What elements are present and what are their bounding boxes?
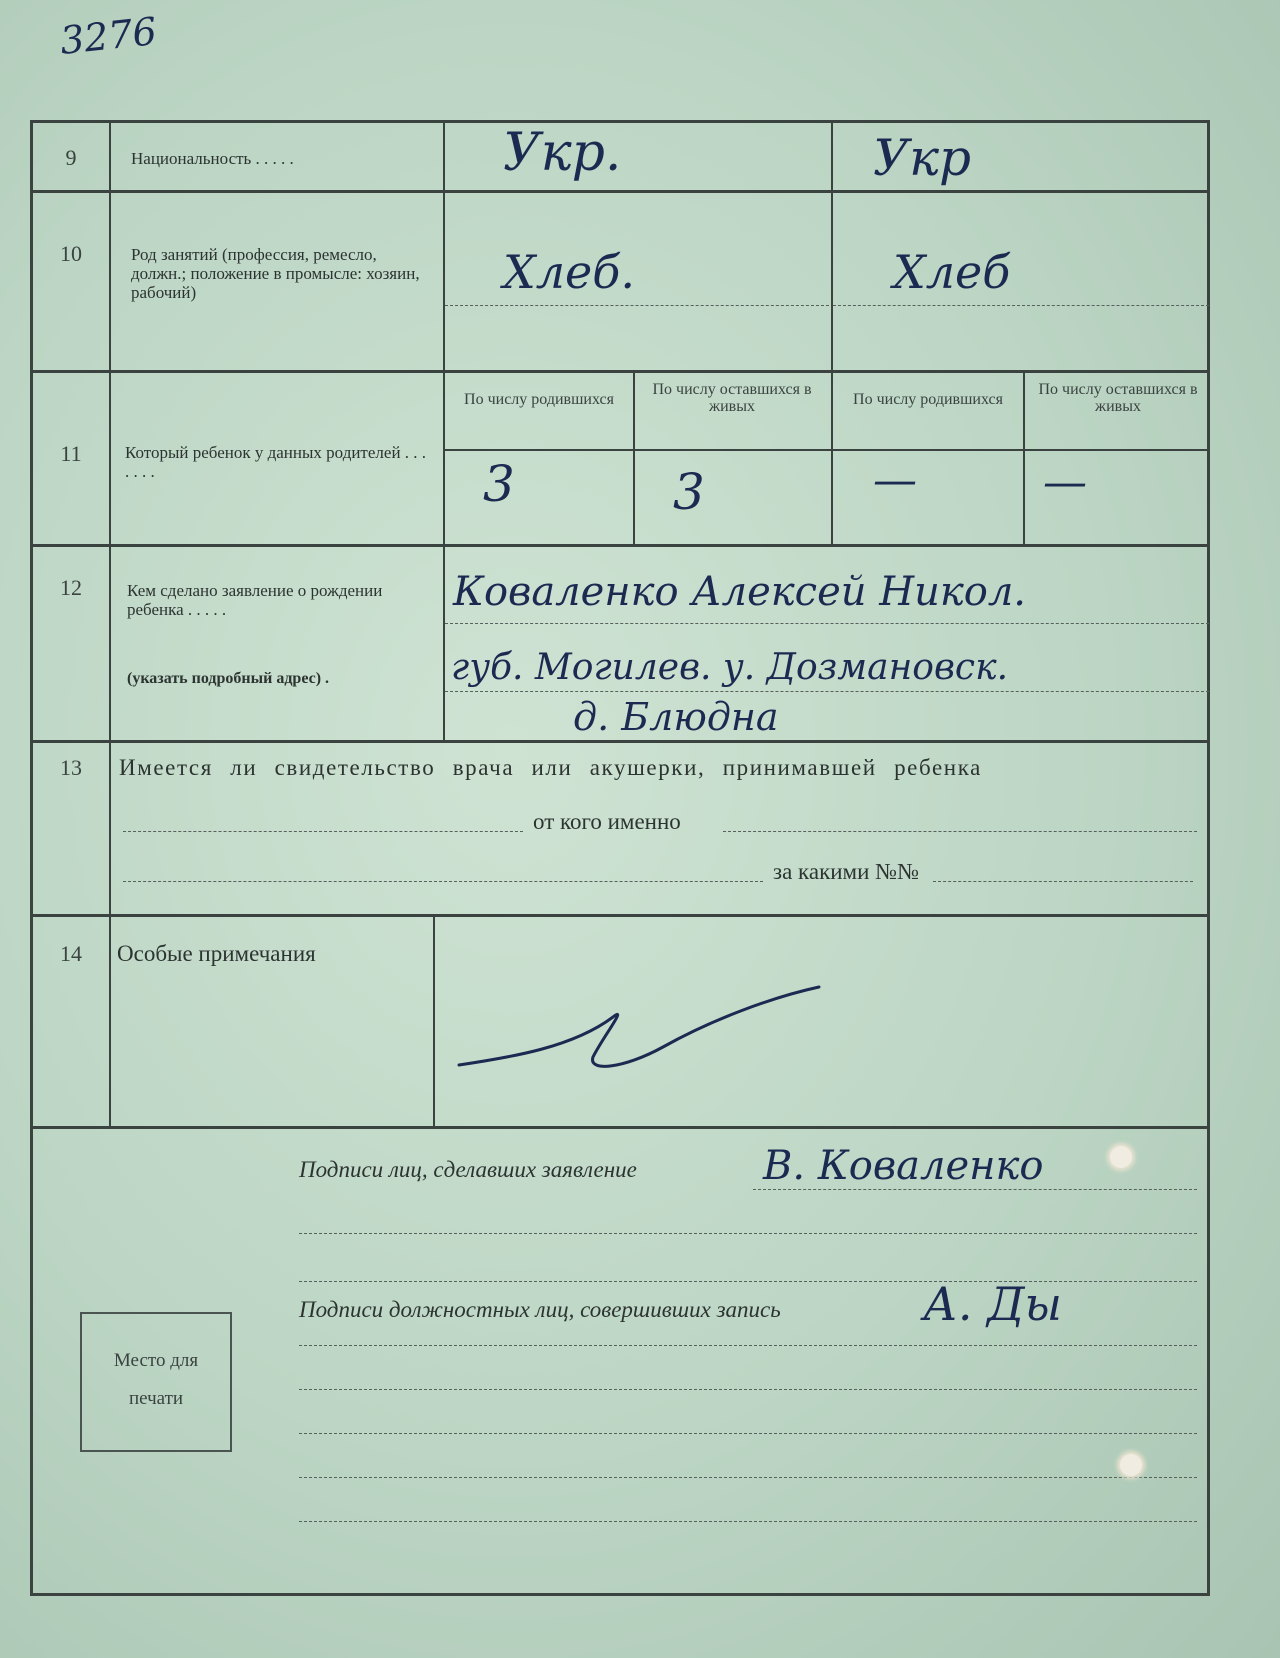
row-number: 14 (60, 941, 82, 966)
declarants-sign-label: Подписи лиц, сделавших заявление (299, 1157, 637, 1182)
row-number: 13 (60, 755, 82, 780)
row-declarant (33, 547, 1207, 743)
col-born-mother: По числу родившихся (853, 391, 1003, 408)
corner-page-number: 3276 (57, 9, 159, 63)
mother-alive-count: — (1043, 457, 1087, 508)
row-child-order (33, 373, 1207, 547)
official-signature: А. Ды (923, 1277, 1062, 1331)
row-number: 11 (60, 441, 82, 466)
remarks-label: Особые примечания (117, 941, 316, 966)
nationality-label: Национальность . . . . . (131, 149, 294, 168)
which-numbers-label: за какими №№ (773, 859, 920, 884)
declarant-label: Кем сделано заявление о рождении ребенка . . . . . (127, 581, 383, 619)
punch-hole (1120, 1454, 1142, 1476)
father-alive-count: 3 (673, 463, 705, 521)
occupation-label: Род занятий (профессия, ремесло, должн.; положение в промысле: хозяин, рабочий) (131, 245, 420, 302)
mother-occupation: Хлеб (893, 245, 1011, 299)
declarant-signature: В. Коваленко (763, 1143, 1044, 1189)
stamp-line-2: печати (128, 1388, 184, 1409)
mother-born-count: — (873, 455, 917, 506)
row-remarks (33, 917, 1207, 1129)
stamp-line-1: Место для (113, 1350, 199, 1371)
father-born-count: 3 (483, 455, 515, 513)
col-alive-mother: По числу оставшихся в живых (1038, 381, 1198, 415)
punch-hole (1110, 1146, 1132, 1168)
row-number: 10 (60, 241, 82, 266)
row-occupation (33, 193, 1207, 373)
father-occupation: Хлеб. (503, 245, 635, 299)
officials-sign-label: Подписи должностных лиц, совершивших запись (299, 1297, 781, 1322)
mother-nationality: Укр (873, 129, 971, 187)
declarant-address-2: д. Блюдна (573, 695, 779, 739)
from-whom-label: от кого именно (533, 809, 681, 834)
row-certificate (33, 743, 1207, 917)
row-number: 9 (65, 145, 77, 170)
certificate-question: Имеется ли свидетельство врача или акушерки, принимавшей ребенка (119, 755, 982, 780)
declarant-name: Коваленко Алексей Никол. (453, 569, 1027, 615)
row-number: 12 (60, 575, 82, 600)
stamp-placeholder-box (80, 1312, 232, 1452)
col-born-father: По числу родившихся (464, 391, 614, 408)
row-nationality (33, 123, 1207, 193)
father-nationality: Укр. (503, 123, 622, 183)
col-alive-father: По числу оставшихся в живых (652, 381, 812, 415)
remarks-dash-stroke (453, 977, 833, 1087)
address-label: (указать подробный адрес) . (127, 670, 330, 687)
child-order-label: Который ребенок у данных родителей . . . . . . . (125, 443, 427, 481)
declarant-address-1: губ. Могилев. у. Дозмановск. (451, 647, 1009, 688)
